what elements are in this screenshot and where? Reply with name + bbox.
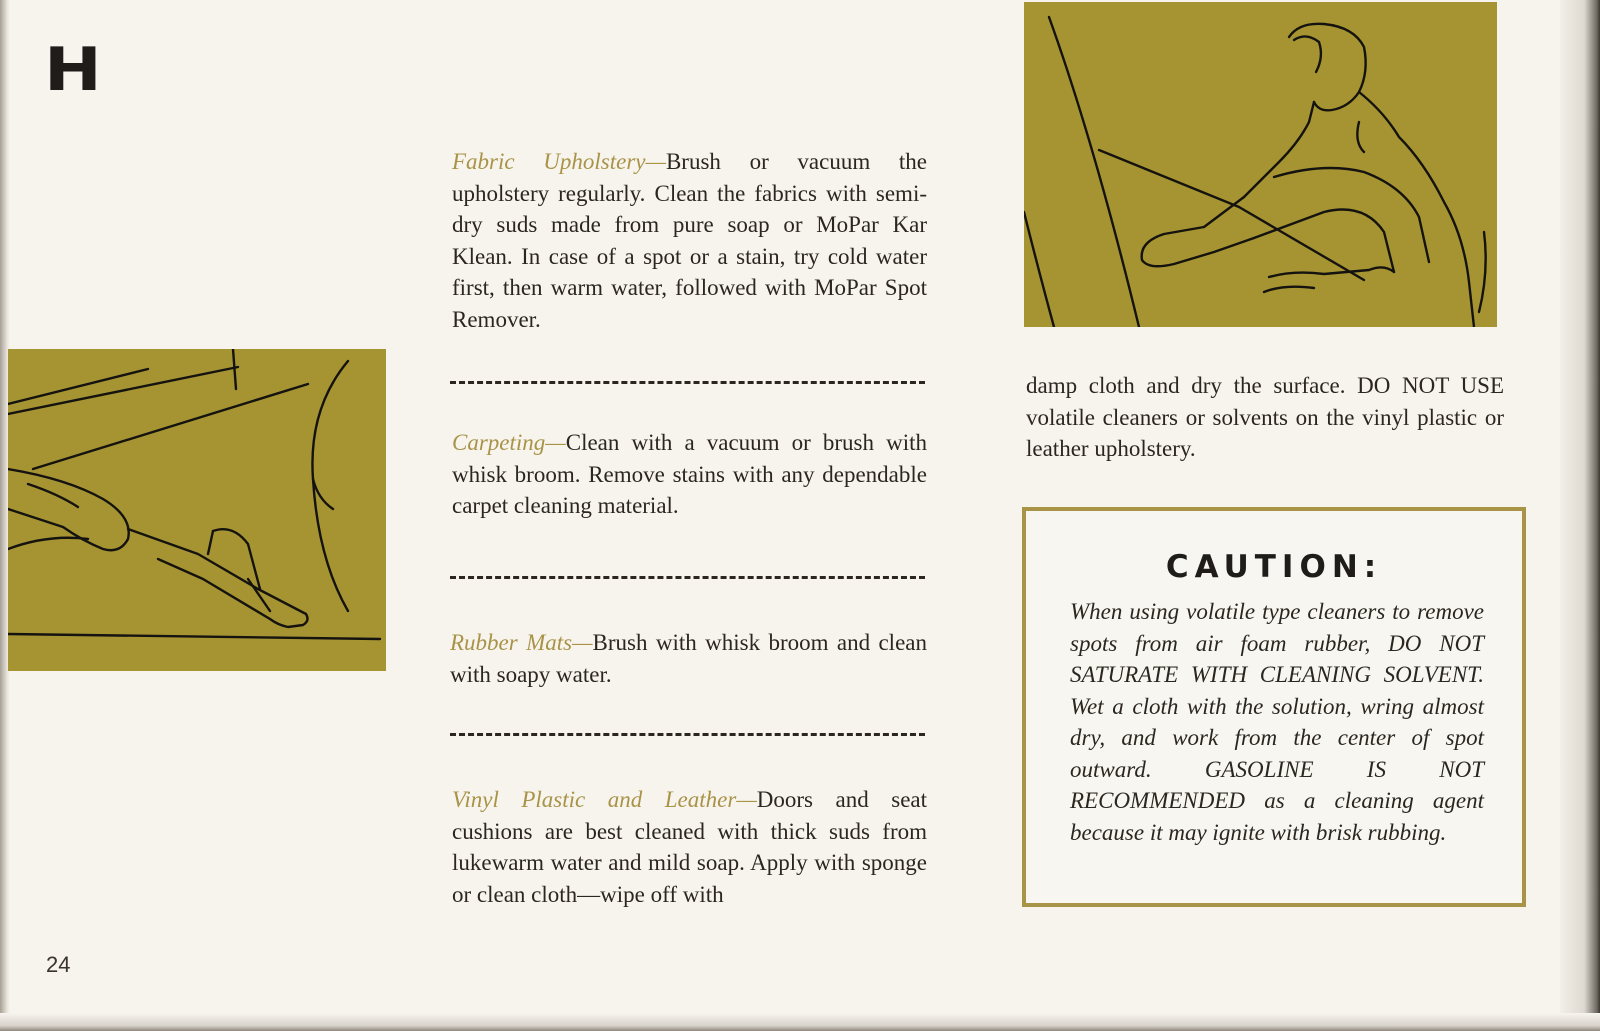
section-divider bbox=[450, 576, 925, 579]
page-number: 24 bbox=[46, 952, 71, 977]
carpet-vacuum-illustration bbox=[8, 349, 386, 671]
fabric-upholstery-text: Brush or vacuum the upholstery regularly. Clean the fabrics with semi-dry suds made from pure soap or MoPar Kar Klean. In case of a spot or a stain, try cold water first, then warm water, followed with MoPar Spot Remover. bbox=[452, 149, 927, 332]
vinyl-leather-paragraph bbox=[452, 784, 927, 910]
caution-box bbox=[1022, 507, 1526, 907]
page-fore-edge bbox=[1560, 0, 1600, 1031]
rubber-mats-heading: Rubber Mats— bbox=[450, 630, 593, 655]
woman-cleaning-illustration bbox=[1024, 2, 1497, 327]
vinyl-leather-text: Doors and seat cushions are best cleaned with thick suds from lukewarm water and mild soap. Apply with sponge or clean cloth—wipe off with bbox=[452, 787, 928, 907]
section-divider bbox=[450, 733, 925, 736]
rubber-mats-text: Brush with whisk broom and clean with soapy water. bbox=[450, 630, 927, 687]
carpeting-paragraph bbox=[452, 427, 927, 522]
vinyl-leather-continued-paragraph: damp cloth and dry the surface. DO NOT USE volatile cleaners or solvents on the vinyl plastic or leather upholstery. bbox=[1026, 373, 1504, 461]
carpeting-text: Clean with a vacuum or brush with whisk broom. Remove stains with any dependable carpet cleaning material. bbox=[452, 430, 927, 518]
fabric-upholstery-heading: Fabric Upholstery— bbox=[452, 149, 666, 174]
rubber-mats-paragraph bbox=[450, 627, 927, 690]
fabric-upholstery-paragraph bbox=[452, 146, 927, 335]
carpeting-heading: Carpeting— bbox=[452, 430, 566, 455]
section-letter: H bbox=[44, 35, 102, 105]
caution-text: When using volatile type cleaners to remove spots from air foam rubber, DO NOT SATURATE WITH CLEANING SOLVENT. Wet a cloth with the solution, wring almost dry, and work from the center of spot outward. GASOLINE IS NOT RECOMMENDED as a cleaning agent because it may ignite with brisk rubbing. bbox=[1070, 599, 1484, 845]
page-bottom-edge bbox=[0, 1013, 1600, 1031]
caution-title: CAUTION: bbox=[1165, 549, 1383, 585]
vinyl-leather-heading: Vinyl Plastic and Leather— bbox=[452, 787, 757, 812]
section-divider bbox=[450, 381, 925, 384]
